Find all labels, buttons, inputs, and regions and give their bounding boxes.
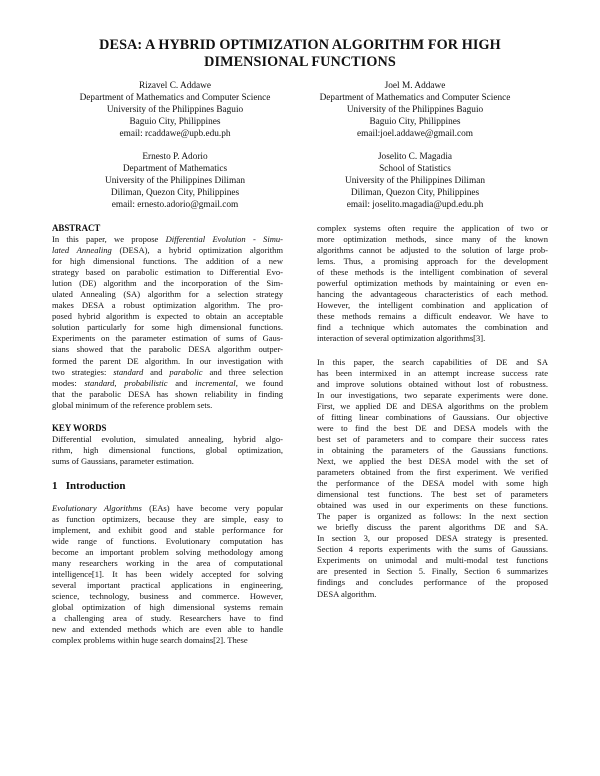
text-line: [52, 311, 283, 322]
text-segment: a challenging area of study. Researchers have to find: [52, 613, 283, 624]
text-segment: as function optimizers, because they are simple, easy to: [52, 513, 283, 524]
text-line: [52, 624, 283, 635]
text-line: [52, 635, 283, 646]
text-segment: standard: [113, 366, 144, 377]
text-line: [317, 577, 548, 588]
text-segment: probabilistic: [124, 377, 168, 388]
text-segment: standard: [84, 377, 115, 388]
text-segment: the performance of the DESA model with some high: [317, 478, 548, 489]
text-line: [317, 401, 548, 412]
text-segment: DESA algorithm.: [317, 588, 377, 599]
text-line: [317, 256, 548, 267]
author-email: email: joselito.magadia@upd.edu.ph: [346, 200, 484, 210]
text-line: [317, 311, 548, 322]
abstract-heading: ABSTRACT: [52, 223, 101, 233]
author-name: Ernesto P. Adorio: [142, 152, 208, 162]
author-institution: University of the Philippines Diliman: [105, 176, 245, 186]
text-segment: complex systems often require the application of two or: [317, 223, 548, 233]
author-department: School of Statistics: [379, 164, 451, 174]
text-line: [52, 503, 283, 514]
text-segment: Evolutionary Algorithms: [52, 502, 142, 513]
text-segment: that the parabolic DESA has shown reliability in finding: [52, 388, 283, 399]
text-line: [317, 379, 548, 390]
text-line: [52, 558, 283, 569]
text-segment: solution particularly for some high dimensional functions.: [52, 322, 283, 333]
text-segment: of these methods is the intelligent combination of several: [317, 267, 548, 278]
section-number: 1: [52, 479, 58, 492]
keywords-heading: KEY WORDS: [52, 422, 107, 433]
text-segment: findings and concludes performance of the proposed: [317, 577, 548, 588]
text-line: [317, 333, 548, 344]
text-line: [52, 245, 283, 256]
text-segment: two strategies:: [52, 366, 114, 377]
paragraph-2: [317, 357, 548, 600]
text-line: [317, 434, 548, 445]
text-segment: find a technique which automates the combination and: [317, 322, 548, 333]
right-column: [317, 223, 548, 600]
author-name: Joel M. Addawe: [384, 81, 446, 91]
author-department: Department of Mathematics and Computer Science: [319, 93, 511, 103]
text-segment: Experiments on the parameter estimation of sums of Gaus-: [52, 333, 283, 344]
author-institution: University of the Philippines Baguio: [106, 105, 244, 115]
introduction-heading: [52, 479, 283, 493]
text-line: [317, 267, 548, 278]
text-segment: The paper is organized as follows: In the next section: [317, 511, 548, 522]
text-segment: In our investigations, two separate experiments were done.: [317, 389, 548, 400]
text-line: [52, 591, 283, 602]
text-segment: Experiments on unimodal and multi-modal test functions: [317, 555, 548, 566]
text-line: [317, 289, 548, 300]
text-line: [317, 278, 548, 289]
text-segment: several important practical applications in engineering,: [52, 580, 283, 591]
text-line: [317, 445, 548, 456]
text-segment: and: [167, 377, 196, 388]
text-line: [317, 511, 548, 522]
text-line: [52, 547, 283, 558]
text-line: [52, 580, 283, 591]
text-line: [52, 267, 283, 278]
text-segment: for high dimensional functions. The addition of a new: [52, 256, 283, 267]
text-line: [317, 467, 548, 478]
text-line: [317, 245, 548, 256]
text-segment: sums of Gaussians, parameter estimation.: [52, 455, 194, 466]
text-segment: obtained was used in our experiments on these functions.: [317, 500, 548, 511]
text-segment: intelligence[1]. It has been widely accepted for solving: [52, 569, 283, 580]
text-segment: of fitting linear combinations of Gaussians. Our objective: [317, 411, 548, 422]
keywords-body: [52, 434, 283, 467]
text-segment: strategy based on parabolic estimation to Differential Evo-: [52, 267, 283, 278]
text-segment: wide range of functions. Evolutionary computation has: [52, 536, 283, 547]
text-line: [317, 489, 548, 500]
text-line: [52, 344, 283, 355]
text-line: [52, 278, 283, 289]
author-name: Joselito C. Magadia: [377, 152, 453, 162]
text-segment: Differential evolution, simulated annealing, hybrid algo-: [52, 433, 283, 444]
text-line: [317, 456, 548, 467]
text-segment: First, we applied DE and DESA algorithms on the problem: [317, 400, 548, 411]
text-line: [317, 478, 548, 489]
text-line: [317, 423, 548, 434]
text-segment: In section 3, our proposed DESA strategy is presented.: [317, 533, 548, 544]
text-segment: Next, we applied the best DESA model with the set of: [317, 455, 548, 466]
text-line: [317, 412, 548, 423]
author-email: email: ernesto.adorio@gmail.com: [111, 200, 239, 210]
text-line: [52, 389, 283, 400]
text-line: [317, 589, 548, 600]
text-segment: complex problems within huge search domains[2]. These: [52, 635, 248, 646]
text-segment: rithm, high dimensional functions, global optimization,: [52, 444, 283, 455]
text-segment: posed hybrid algorithm is expected to obtain an acceptable: [52, 311, 283, 322]
text-segment: are presented in Section 5. Finally, Section 6 summarizes: [317, 566, 548, 577]
text-segment: Differential Evolution - Simu-: [165, 234, 283, 244]
text-segment: in obtaining the parameters of the Gaussians functions.: [317, 444, 548, 455]
author-block-3: [55, 151, 295, 211]
text-segment: more optimization methods, since many of the known: [317, 234, 548, 245]
text-segment: dimensional test functions. The best set of parameters: [317, 489, 548, 500]
text-segment: and three selection: [202, 366, 283, 377]
text-segment: we briefly discuss the parent algorithms DE and SA.: [317, 522, 548, 533]
text-line: [317, 223, 548, 234]
text-line: [52, 536, 283, 547]
text-segment: ulated Annealing (SA) algorithm for a selection strategy: [52, 289, 283, 300]
text-segment: global minimum of the reference problem sets.: [52, 399, 213, 410]
text-segment: , we found: [235, 377, 283, 388]
text-line: [52, 456, 283, 467]
text-segment: parabolic: [169, 366, 203, 377]
text-line: [317, 234, 548, 245]
text-line: [52, 367, 283, 378]
text-segment: these methods remains a difficult endeavor. We have to: [317, 311, 548, 322]
text-segment: (DESA), a hybrid optimization algorithm: [111, 245, 284, 256]
text-segment: best set of parameters and to compare their success rates: [317, 433, 548, 444]
text-segment: become an important problem solving methodology among: [52, 547, 283, 558]
author-block-4: [290, 151, 540, 211]
text-segment: formed the parent DE algorithm. In our investigation with: [52, 355, 283, 366]
paper-title: [40, 37, 560, 71]
author-city: Diliman, Quezon City, Philippines: [110, 188, 240, 198]
text-line: [317, 555, 548, 566]
text-segment: makes DESA a robust optimization algorithm. The pro-: [52, 300, 283, 311]
author-block-2: [290, 80, 540, 140]
text-line: [52, 378, 283, 389]
author-block-1: [55, 80, 295, 140]
text-segment: sians showed that the parabolic DESA algorithm outper-: [52, 344, 283, 355]
author-institution: University of the Philippines Diliman: [345, 176, 485, 186]
author-city: Baguio City, Philippines: [369, 117, 461, 127]
text-segment: parameters obtained from the first experiment. We verified: [317, 466, 548, 477]
author-name: Rizavel C. Addawe: [138, 81, 212, 91]
text-line: [52, 434, 283, 445]
text-segment: many researchers working in the area of computational: [52, 558, 283, 569]
text-segment: powerful optimization methods by maintaining or even en-: [317, 278, 548, 289]
text-segment: new and extended methods which are even able to handle: [52, 624, 283, 635]
text-segment: ,: [114, 377, 125, 388]
text-segment: and: [143, 366, 170, 377]
text-segment: implement, and exhibit good and stable performance for: [52, 524, 283, 535]
text-segment: modes:: [52, 377, 85, 388]
text-line: [52, 514, 283, 525]
abstract-body: [52, 234, 283, 411]
text-segment: (EAs) have become very popular: [141, 502, 283, 513]
author-email: email:joel.addawe@gmail.com: [357, 129, 473, 139]
text-segment: Section 4 reports experiments with the sums of Gaussians.: [317, 544, 548, 555]
text-segment: incremental: [195, 377, 236, 388]
author-email: email: rcaddawe@upb.edu.ph: [119, 129, 231, 139]
text-line: [317, 357, 548, 368]
text-segment: In this paper, the search capabilities of DE and SA: [317, 356, 548, 367]
text-line: [317, 500, 548, 511]
text-line: [52, 289, 283, 300]
introduction-body: [52, 503, 283, 647]
paragraph-1: [317, 223, 548, 345]
text-segment: hancing the advantageous characteristics of each method.: [317, 289, 548, 300]
text-line: [52, 613, 283, 624]
text-line: [317, 300, 548, 311]
text-segment: global optimization of high dimensional systems remain: [52, 602, 283, 613]
text-line: [52, 256, 283, 267]
text-line: [317, 522, 548, 533]
text-line: [52, 300, 283, 311]
text-line: [317, 322, 548, 333]
text-segment: has been intermixed in an attempt increase success rate: [317, 367, 548, 378]
section-title: Introduction: [65, 479, 126, 492]
text-line: [52, 333, 283, 344]
text-segment: interaction of several optimization algorithms[3].: [317, 333, 486, 344]
title-line-2: DIMENSIONAL FUNCTIONS: [204, 54, 396, 70]
text-segment: lution (DE) algorithm and the incorporation of the Sim-: [52, 278, 283, 289]
text-segment: were to find the best DE and DESA models with the: [317, 422, 548, 433]
author-department: Department of Mathematics: [122, 164, 228, 174]
text-line: [52, 400, 283, 411]
text-line: [317, 544, 548, 555]
author-institution: University of the Philippines Baguio: [346, 105, 484, 115]
text-line: [52, 322, 283, 333]
text-line: [317, 368, 548, 379]
text-line: [317, 566, 548, 577]
text-segment: lems. Thus, a promising approach for the development: [317, 256, 548, 267]
author-department: Department of Mathematics and Computer Science: [79, 93, 271, 103]
text-line: [52, 356, 283, 367]
left-column: [52, 223, 283, 647]
text-segment: In this paper, we propose: [52, 234, 166, 244]
text-segment: However, the intelligent combination and application of: [317, 300, 548, 311]
author-city: Diliman, Quezon City, Philippines: [350, 188, 480, 198]
text-line: [52, 602, 283, 613]
text-line: [317, 533, 548, 544]
author-city: Baguio City, Philippines: [129, 117, 221, 127]
text-segment: and improve solutions obtained without lost of robustness.: [317, 378, 548, 389]
text-line: [52, 569, 283, 580]
title-line-1: DESA: A HYBRID OPTIMIZATION ALGORITHM FOR HIGH: [99, 37, 501, 53]
text-line: [52, 525, 283, 536]
text-line: [52, 445, 283, 456]
text-line: [317, 390, 548, 401]
text-segment: lated Annealing: [52, 245, 112, 256]
text-line: [52, 234, 283, 245]
text-segment: algorithms cannot be adjusted to the solution of large prob-: [317, 245, 548, 256]
text-segment: science, technology, business and commerce. However,: [52, 591, 283, 602]
